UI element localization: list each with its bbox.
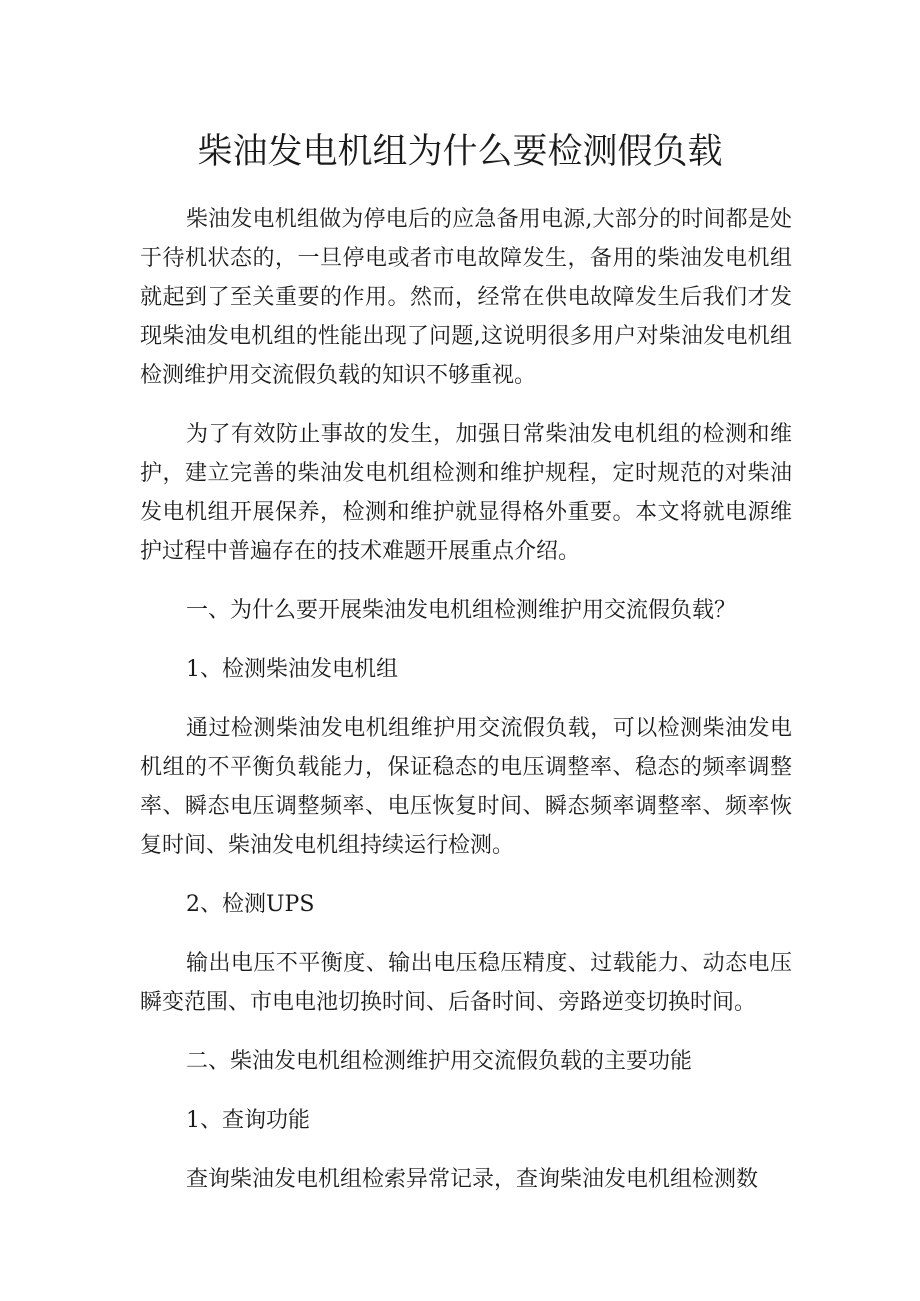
document-body [140, 200, 792, 1219]
paragraph-intro: 柴油发电机组做为停电后的应急备用电源,大部分的时间都是处于待机状态的，一旦停电或者市电故障发生，备用的柴油发电机组就起到了至关重要的作用。然而，经常在供电故障发生后我们才发现柴油发电机组的性能出现了问题,这说明很多用户对柴油发电机组检测维护用交流假负载的知识不够重视。 [140, 207, 792, 388]
section-heading-1: 一、为什么要开展柴油发电机组检测维护用交流假负载？ [186, 598, 737, 623]
subsection-heading-2-1: 1、查询功能 [186, 1108, 310, 1133]
document-title: 柴油发电机组为什么要检测假负载 [197, 132, 723, 172]
paragraph-query-function: 查询柴油发电机组检索异常记录，查询柴油发电机组检测数 [186, 1167, 759, 1192]
subsection-heading-1-2: 2、检测UPS [186, 892, 315, 917]
subsection-heading-1-1: 1、检测柴油发电机组 [186, 657, 398, 682]
paragraph-prevention: 为了有效防止事故的发生，加强日常柴油发电机组的检测和维护，建立完善的柴油发电机组检测和维护规程，定时规范的对柴油发电机组开展保养，检测和维护就显得格外重要。本文将就电源维护过程中普遍存在的技术难题开展重点介绍。 [140, 422, 792, 564]
paragraph-ups-testing: 输出电压不平衡度、输出电压稳压精度、过载能力、动态电压瞬变范围、市电电池切换时间、后备时间、旁路逆变切换时间。 [140, 951, 792, 1015]
section-heading-2: 二、柴油发电机组检测维护用交流假负载的主要功能 [186, 1049, 693, 1074]
paragraph-genset-testing: 通过检测柴油发电机组维护用交流假负载，可以检测柴油发电机组的不平衡负载能力，保证稳态的电压调整率、稳态的频率调整率、瞬态电压调整频率、电压恢复时间、瞬态频率调整率、频率恢复时间、柴油发电机组持续运行检测。 [140, 716, 792, 858]
